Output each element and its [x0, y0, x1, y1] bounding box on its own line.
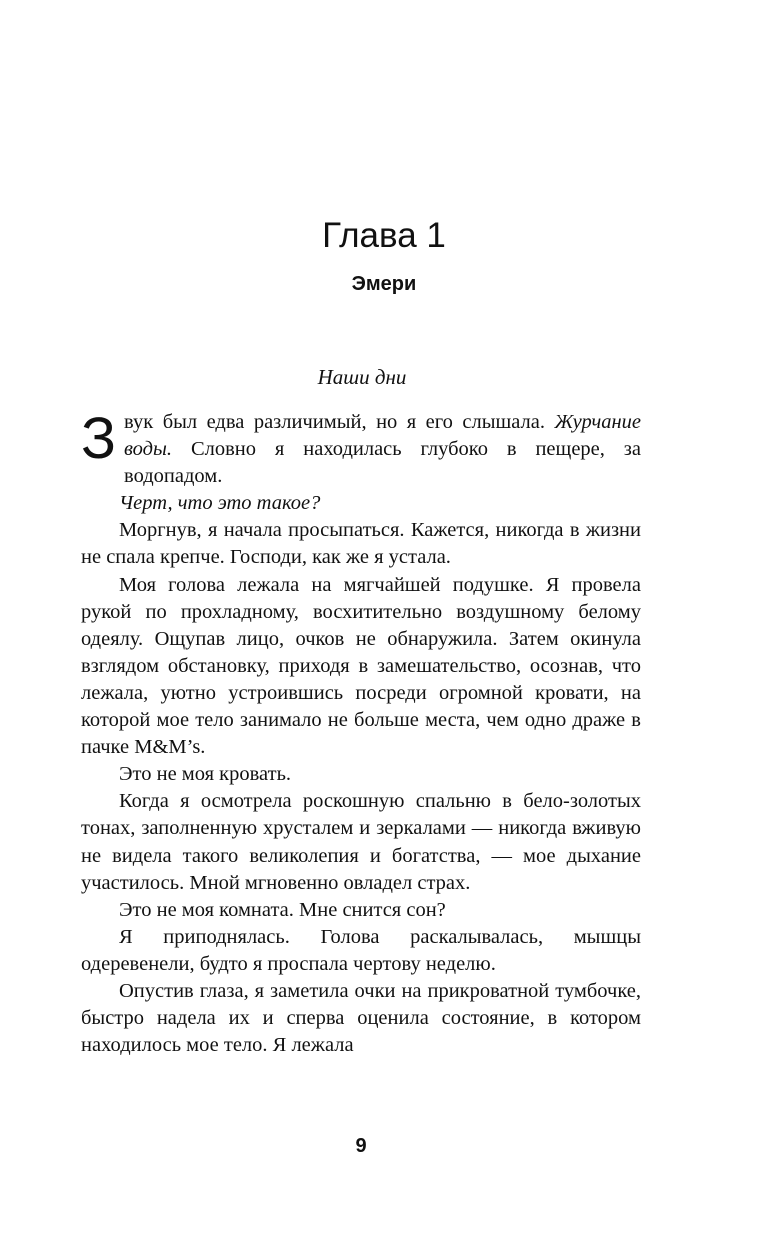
chapter-title: Глава 1: [322, 216, 446, 255]
paragraph-3: Моргнув, я начала просыпаться. Кажется, никогда в жизни не спала крепче. Господи, как же я устала.: [81, 519, 641, 569]
paragraph-5: Это не моя кровать.: [119, 763, 292, 786]
paragraph-1-italic: Журчание воды.: [124, 411, 641, 461]
paragraph-1-text: вук был едва различимый, но я его слышала.: [124, 411, 555, 433]
drop-cap: З: [81, 406, 117, 471]
body-text: [81, 406, 641, 1059]
paragraph-4: Моя голова лежала на мягчайшей подушке. Я провела рукой по прохладному, восхитительно воздушному белому одеялу. Ощупав лицо, очков не обнаружила. Затем окинула взглядом обстановку, приходя в замешательство, осознав, что лежала, уютно устроившись посреди огромной кровати, на которой мое тело занимало не больше места, чем одно драже в пачке M&M’s.: [81, 573, 641, 759]
paragraph-1: [81, 406, 641, 490]
paragraph-2: Черт, что это такое?: [119, 492, 321, 515]
paragraph-9: Опустив глаза, я заметила очки на прикроватной тумбочке, быстро надела их и сперва оценила состояние, в котором находилось мое тело. Я лежала: [81, 979, 641, 1057]
chapter-subtitle: Эмери: [351, 273, 417, 295]
paragraph-7: Это не моя комната. Мне снится сон?: [119, 898, 446, 921]
page-number: 9: [355, 1135, 367, 1157]
paragraph-8: Я приподнялась. Голова раскалывалась, мышцы одеревенели, будто я проспала чертову неделю.: [81, 925, 641, 975]
paragraph-6: Когда я осмотрела роскошную спальню в бело-золотых тонах, заполненную хрусталем и зеркалами — никогда вживую не видела такого великолепия и богатства, — мое дыхание участилось. Мной мгновенно овладел страх.: [81, 790, 641, 894]
time-marker: Наши дни: [317, 365, 407, 389]
paragraph-1-rest: Словно я находилась глубоко в пещере, за водопадом.: [124, 438, 641, 488]
